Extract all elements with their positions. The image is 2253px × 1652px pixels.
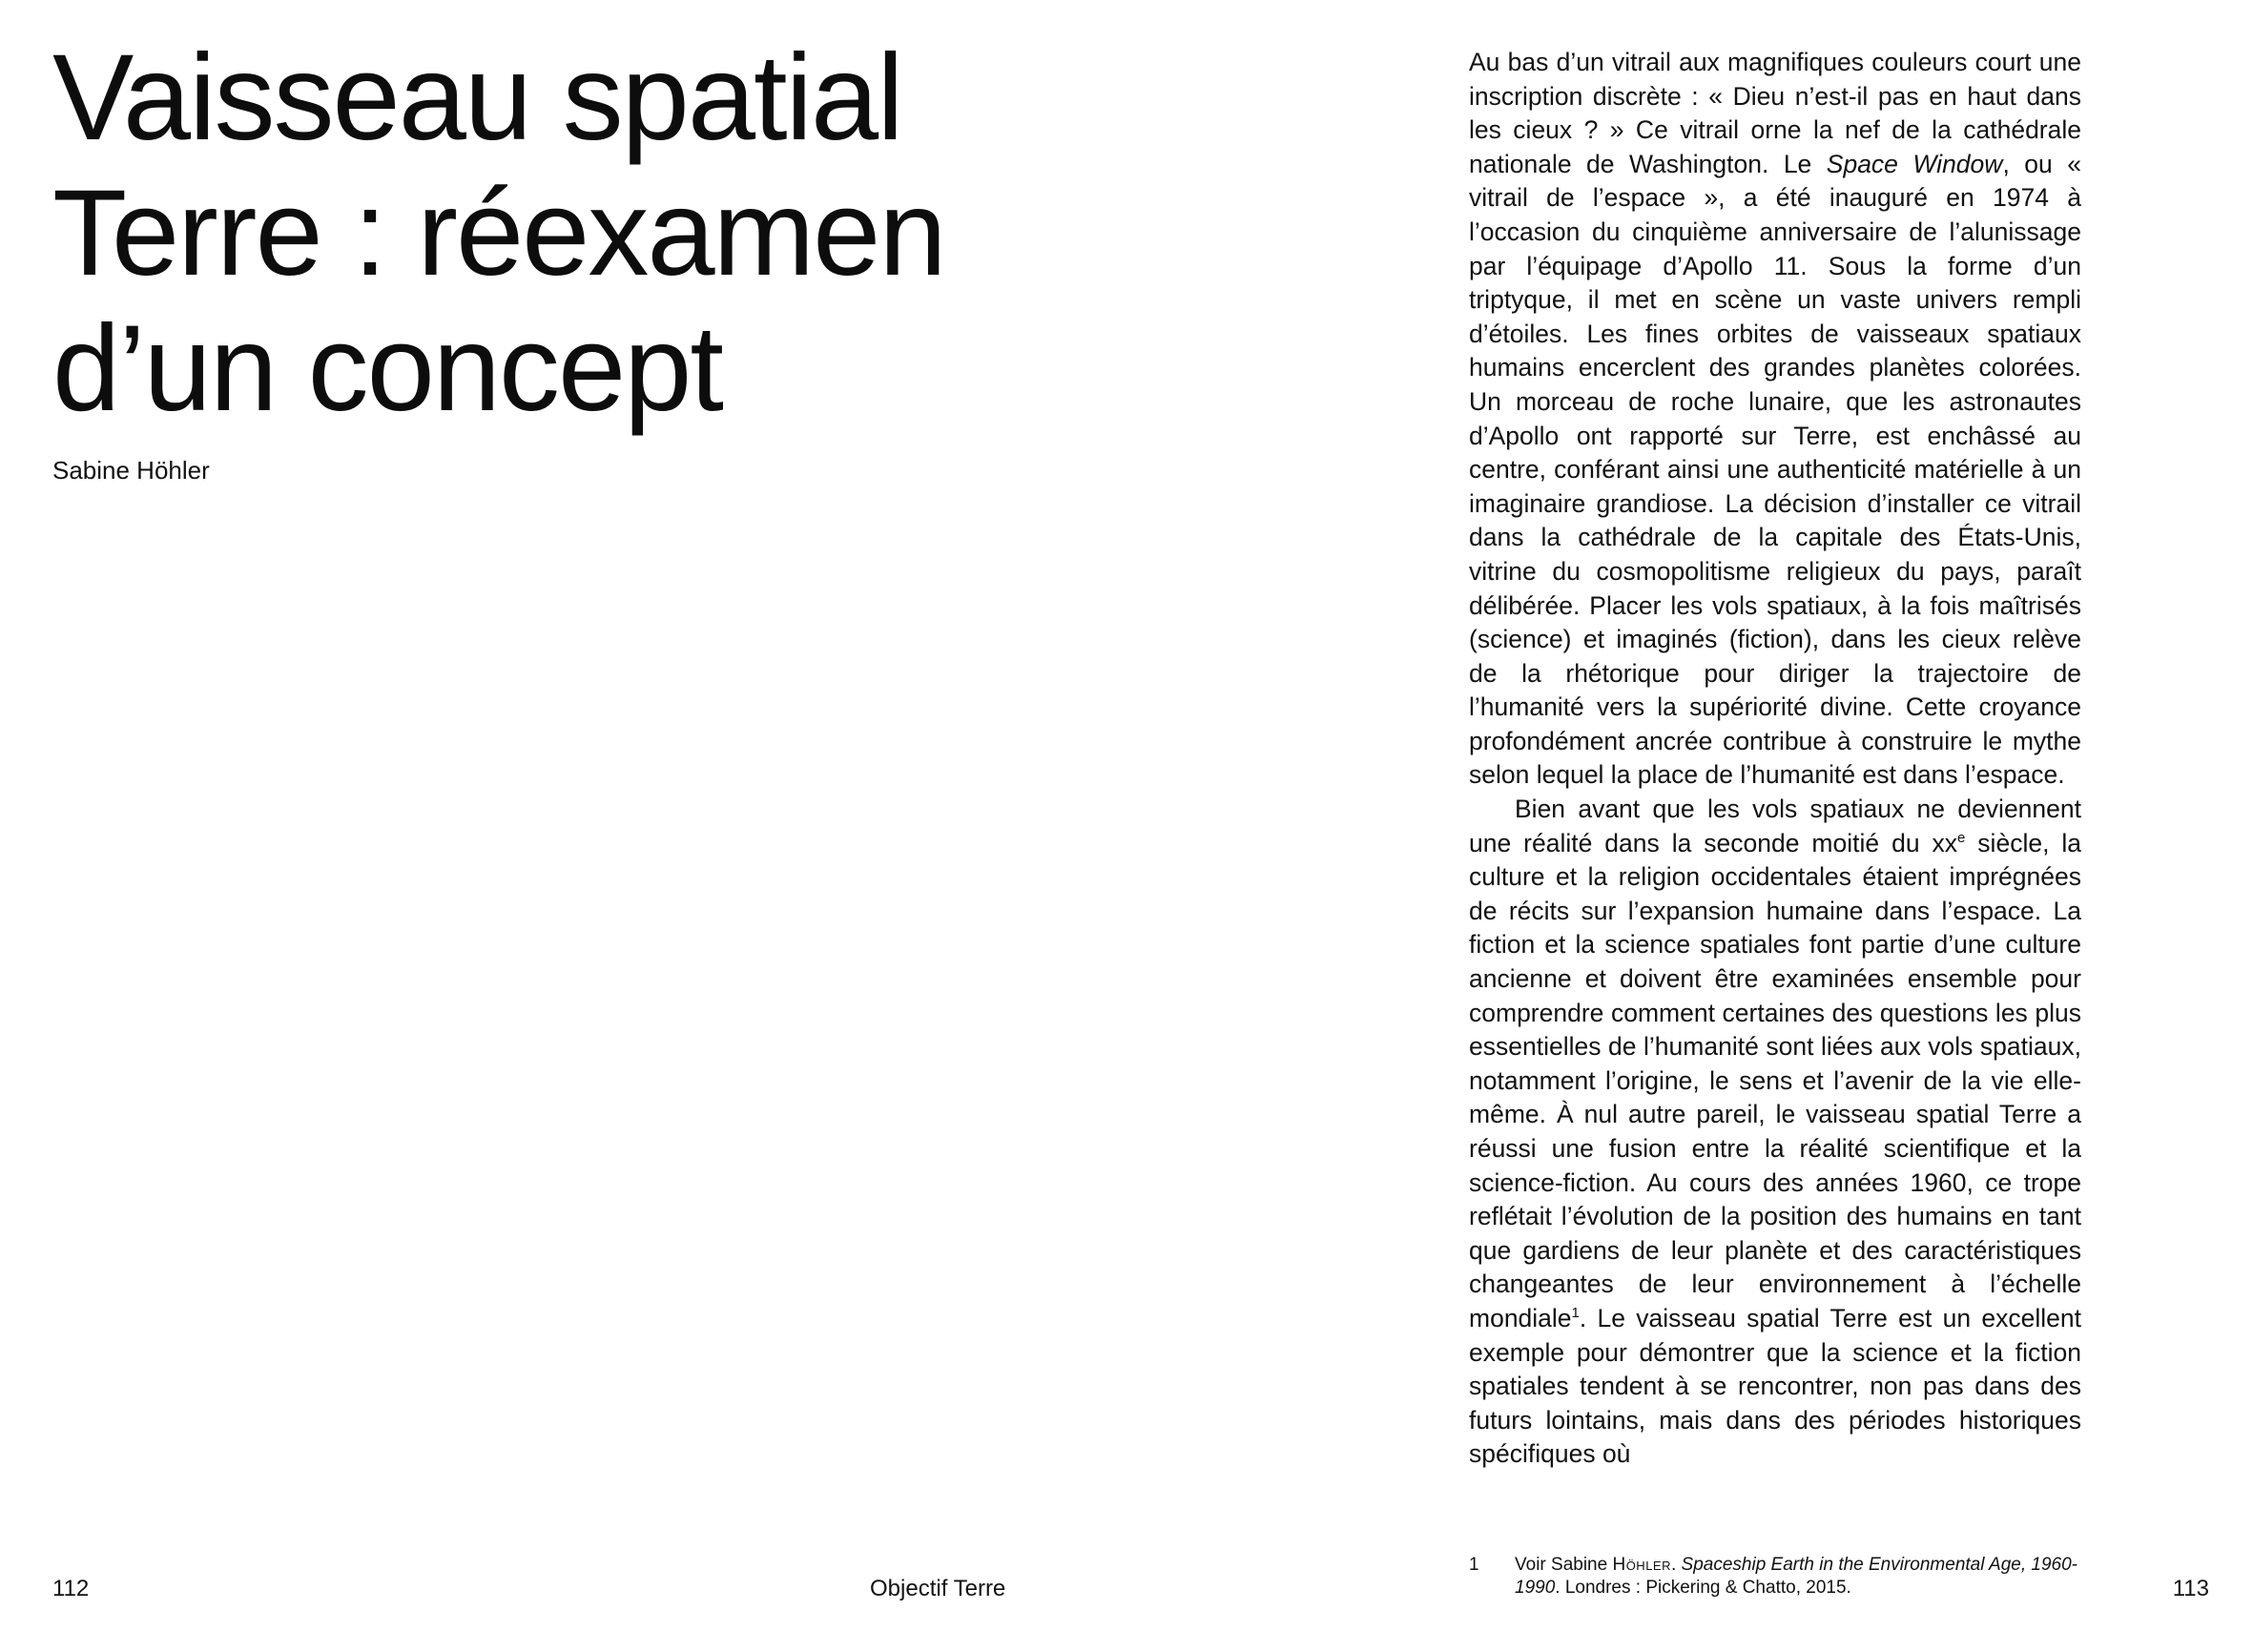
footnote-author: Höhler	[1612, 1555, 1671, 1575]
paragraph-2-text-c: . Le vaisseau spatial Terre est un excellent exemple pour démontrer que la science et la fiction spatiales tendent à se rencontrer, non pas dans des futurs lointains, mais dans des périodes historiques spécifiques où	[1469, 1303, 2081, 1469]
footnote-number: 1	[1469, 1555, 1479, 1575]
paragraph-1-text-a: Au bas d’un vitrail aux magnifiques couleurs court une inscription discrète : « Dieu n’est-il pas en haut dans les cieux ? » Ce vitrail orne la nef de la cathédrale nationale de Washington. Le	[1469, 48, 2081, 178]
page-number-left: 112	[52, 1576, 90, 1601]
footnote-separator: .	[1670, 1555, 1682, 1575]
title-line-1: Vaisseau spatial	[52, 30, 902, 166]
left-page	[0, 0, 1126, 1652]
footnote-book-title: Spaceship Earth in the Environmental Age, 1960-1990	[1515, 1555, 2077, 1598]
paragraph-2	[1469, 793, 2081, 1472]
footnote-text	[1515, 1554, 2081, 1600]
footnote-prefix: Voir Sabine	[1515, 1555, 1613, 1575]
paragraph-1-italic-title: Space Window	[1826, 149, 2003, 178]
running-head: Objectif Terre	[870, 1576, 1006, 1601]
footnote-reference[interactable]: 1	[1571, 1305, 1580, 1322]
footnote-publisher: . Londres : Pickering & Chatto, 2015.	[1555, 1578, 1851, 1598]
title-line-3: d’un concept	[52, 300, 722, 437]
paragraph-2-text-b: siècle, la culture et la religion occidentales étaient imprégnées de récits sur l’expansion humaine dans l’espace. La fiction et la science spatiales font partie d’une culture ancienne et doivent être examinées ensemble pour comprendre comment certaines des questions les plus essentielles de l’humanité sont liées aux vols spatiaux, notamment l’origine, le sens et l’avenir de la vie elle-même. À nul autre pareil, le vaisseau spatial Terre a réussi une fusion entre la réalité scientifique et la science-fiction. Au cours des années 1960, ce trope reflétait l’évolution de la position des humains en tant que gardiens de leur planète et des caractéristiques changeantes de leur environnement à l’échelle mondiale	[1469, 828, 2082, 1332]
paragraph-1-text-b: , ou « vitrail de l’espace », a été inauguré en 1974 à l’occasion du cinquième anniversaire de l’alunissage par l’équipage d’Apollo 11. Sous la forme d’un triptyque, il met en scène un vaste univers rempli d’étoiles. Les fines orbites de vaisseaux spatiaux humains encerclent des grandes planètes colorées. Un morceau de roche lunaire, que les astronautes d’Apollo ont rapporté sur Terre, est enchâssé au centre, conférant ainsi une authenticité matérielle à un imaginaire grandiose. La décision d’installer ce vitrail dans la cathédrale de la capitale des États-Unis, vitrine du cosmopolitisme religieux du pays, paraît délibérée. Placer les vols spatiaux, à la fois maîtrisés (science) et imaginés (fiction), dans les cieux relève de la rhétorique pour diriger la trajectoire de l’humanité vers la supériorité divine. Cette croyance profondément ancrée contribue à construire le mythe selon lequel la place de l’humanité est dans l’espace.	[1469, 149, 2081, 790]
paragraph-1	[1469, 46, 2081, 793]
footnote	[1469, 1554, 2081, 1600]
century-superscript: e	[1957, 829, 1966, 846]
title-line-2: Terre : réexamen	[52, 165, 945, 301]
author-name: Sabine Höhler	[52, 456, 210, 485]
paragraph-2-text-a: Bien avant que les vols spatiaux ne deviennent une réalité dans la seconde moitié du xx	[1469, 795, 2081, 857]
body-text	[1469, 46, 2081, 1472]
page-number-right: 113	[2172, 1576, 2209, 1601]
chapter-title	[52, 31, 945, 437]
right-page	[1126, 0, 2253, 1652]
